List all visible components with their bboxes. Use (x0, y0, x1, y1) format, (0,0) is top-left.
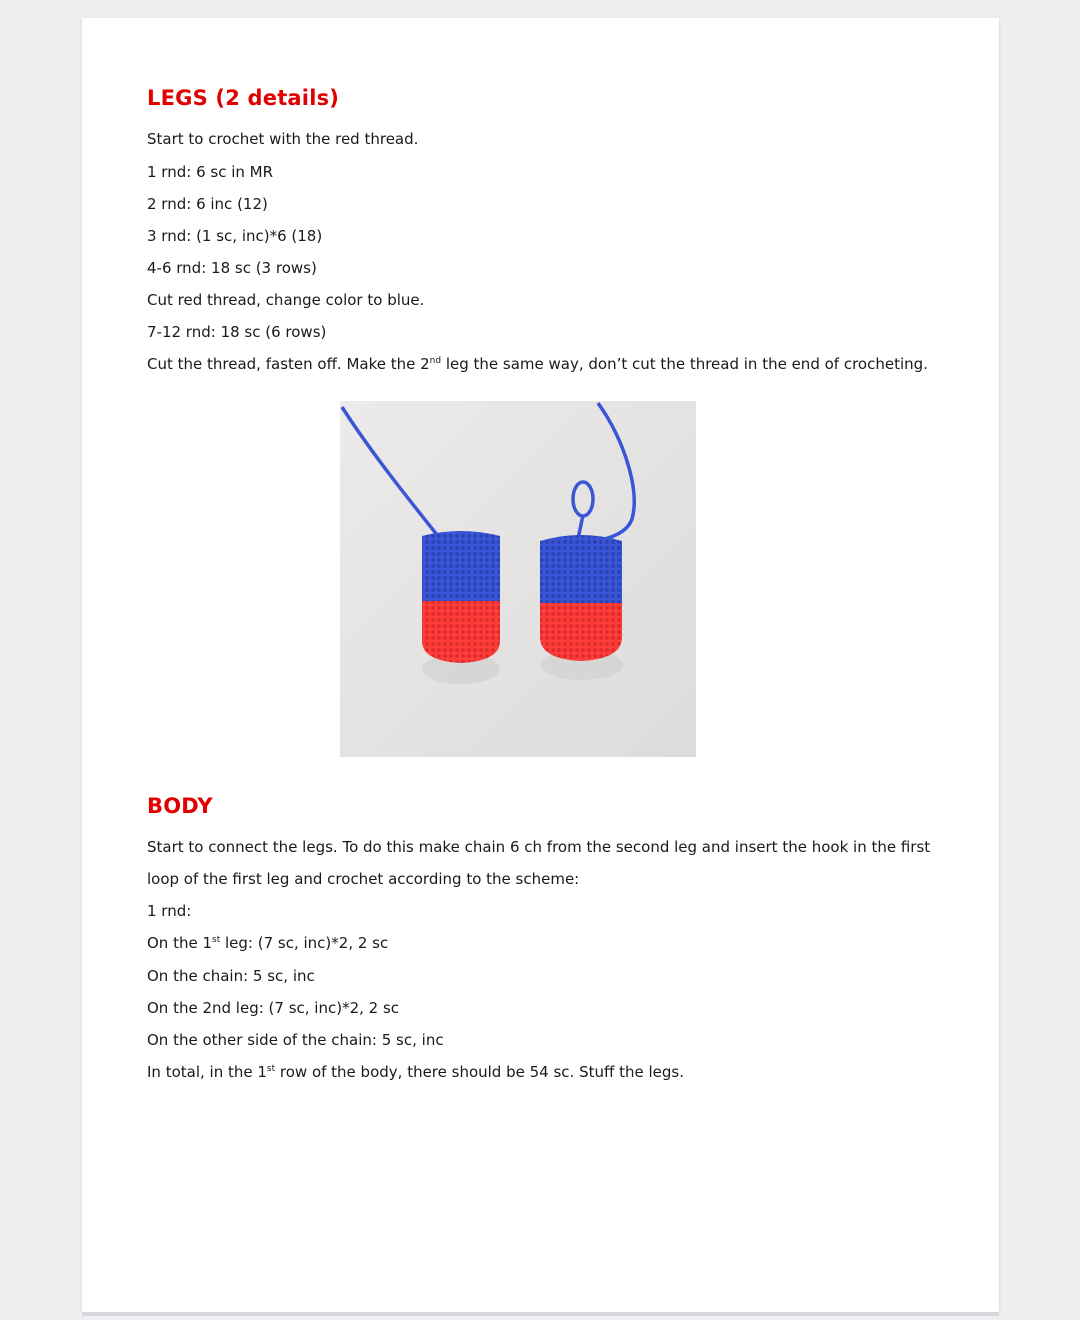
body-rnd-label: 1 rnd: (147, 902, 192, 920)
legs-line-5: 4-6 rnd: 18 sc (3 rows) (147, 259, 317, 277)
legs-heading: LEGS (2 details) (147, 86, 340, 110)
body-leg2-line: On the 2nd leg: (7 sc, inc)*2, 2 sc (147, 999, 400, 1017)
body-other-side-line: On the other side of the chain: 5 sc, inc (147, 1031, 444, 1049)
body-heading: BODY (147, 794, 213, 818)
body-intro-line-2: loop of the first leg and crochet according to the scheme: (147, 870, 580, 888)
body-leg1-line: On the 1st leg: (7 sc, inc)*2, 2 sc (147, 934, 389, 952)
legs-line-4: 3 rnd: (1 sc, inc)*6 (18) (147, 227, 323, 245)
body-chain-line: On the chain: 5 sc, inc (147, 967, 315, 985)
legs-line-3: 2 rnd: 6 inc (12) (147, 195, 268, 213)
legs-line-7: 7-12 rnd: 18 sc (6 rows) (147, 323, 327, 341)
legs-line-1: Start to crochet with the red thread. (147, 130, 419, 148)
legs-line-6: Cut red thread, change color to blue. (147, 291, 425, 309)
document-page (82, 18, 999, 1312)
body-intro-line-1: Start to connect the legs. To do this make chain 6 ch from the second leg and insert the hook in the first (147, 838, 931, 856)
legs-line-2: 1 rnd: 6 sc in MR (147, 163, 274, 181)
page-bottom-edge (82, 1312, 999, 1316)
body-total-line: In total, in the 1st row of the body, there should be 54 sc. Stuff the legs. (147, 1063, 684, 1081)
crocheted-legs-photo (340, 401, 696, 757)
legs-final-line: Cut the thread, fasten off. Make the 2nd leg the same way, don’t cut the thread in the end of crocheting. (147, 355, 928, 373)
